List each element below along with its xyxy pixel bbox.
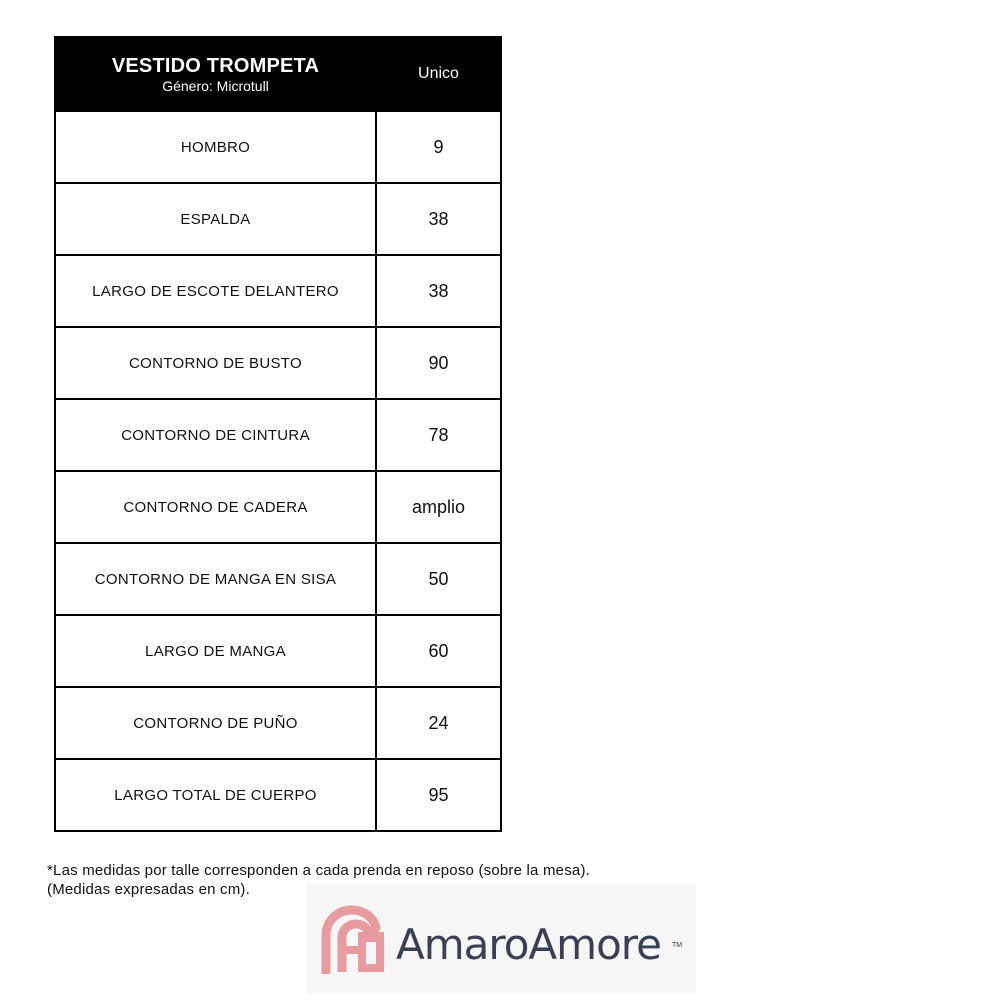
- size-header-label: Unico: [418, 65, 459, 82]
- table-row: [55, 255, 501, 327]
- footnote-line: (Medidas expresadas en cm).: [47, 881, 250, 898]
- table-row: [55, 327, 501, 399]
- table-header-row: [55, 37, 501, 111]
- measurement-value: 95: [376, 759, 501, 831]
- measurement-label: CONTORNO DE BUSTO: [55, 327, 376, 399]
- measurement-label: HOMBRO: [55, 111, 376, 183]
- trademark-mark: TM: [672, 942, 683, 949]
- measurement-label: CONTORNO DE CINTURA: [55, 399, 376, 471]
- fabric-subtitle: Género: Microtull: [162, 77, 269, 94]
- measurement-value: 78: [376, 399, 501, 471]
- table-row: [55, 111, 501, 183]
- measurement-label: ESPALDA: [55, 183, 376, 255]
- measurement-value: 9: [376, 111, 501, 183]
- brand-name: AmaroAmore: [396, 920, 661, 969]
- table-row: [55, 471, 501, 543]
- measurement-value: 50: [376, 543, 501, 615]
- table-row: [55, 759, 501, 831]
- garment-title: VESTIDO TROMPETA: [111, 54, 320, 77]
- measurement-value: 38: [376, 183, 501, 255]
- table-row: [55, 615, 501, 687]
- amaro-amore-logo-icon: [318, 902, 388, 974]
- brand-logo: [306, 884, 696, 994]
- size-header-cell: [376, 37, 501, 111]
- size-chart-table: [54, 36, 502, 832]
- garment-header-cell: [55, 37, 376, 111]
- measurement-value: 38: [376, 255, 501, 327]
- measurement-label: LARGO TOTAL DE CUERPO: [55, 759, 376, 831]
- measurement-label: CONTORNO DE PUÑO: [55, 687, 376, 759]
- measurement-label: CONTORNO DE CADERA: [55, 471, 376, 543]
- measurement-label: LARGO DE ESCOTE DELANTERO: [55, 255, 376, 327]
- table-row: [55, 399, 501, 471]
- table-row: [55, 687, 501, 759]
- measurement-label: LARGO DE MANGA: [55, 615, 376, 687]
- measurement-value: 90: [376, 327, 501, 399]
- measurement-value: 60: [376, 615, 501, 687]
- table-row: [55, 183, 501, 255]
- footnote-line: *Las medidas por talle corresponden a cada prenda en reposo (sobre la mesa).: [47, 862, 591, 879]
- measurement-label: CONTORNO DE MANGA EN SISA: [55, 543, 376, 615]
- measurement-value: 24: [376, 687, 501, 759]
- table-row: [55, 543, 501, 615]
- measurement-value: amplio: [376, 471, 501, 543]
